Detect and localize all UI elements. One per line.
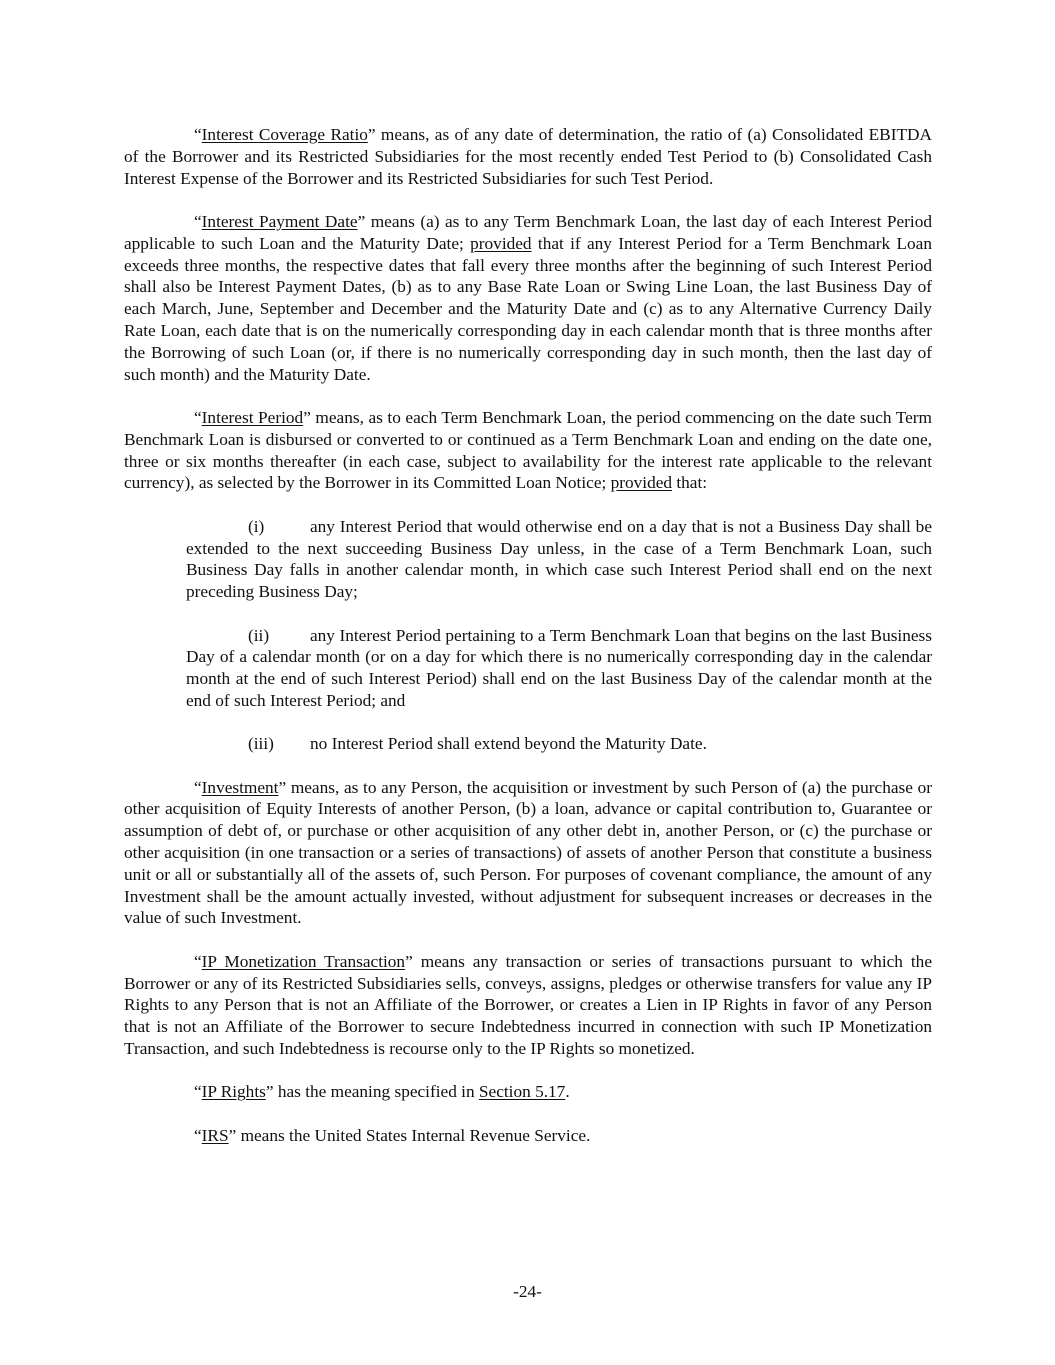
clause-iii: (iii) no Interest Period shall extend beyond the Maturity Date. [248, 734, 707, 754]
clause-number: (i) [248, 516, 265, 536]
clause-i: (i) any Interest Period that would otherwise end on a day that is not a Business Day shall be extended to the next succeeding Business Day unless, in the case of a Term Benchmark Loan, such Business Day falls in another calendar month, in which case such Interest Period shall end on the next preceding Business Day; [186, 516, 932, 602]
document-page [124, 124, 932, 1168]
clause-number: (ii) [248, 625, 270, 645]
section-reference: Section 5.17 [478, 1082, 566, 1102]
definition-interest-coverage-ratio: “Interest Coverage Ratio” means, as of any date of determination, the ratio of (a) Consolidated EBITDA of the Borrower and its Restricted Subsidiaries for the most recently ended Test Period to (b) Consolidated Cash Interest Expense of the Borrower and its Restricted Subsidiaries for such Test Period. [124, 125, 932, 188]
provided-keyword: provided [610, 473, 673, 493]
defined-term: IP Monetization Transaction [201, 951, 406, 971]
defined-term: IP Rights [201, 1082, 266, 1102]
definition-irs: “IRS” means the United States Internal Revenue Service. [194, 1125, 591, 1145]
definition-investment: “Investment” means, as to any Person, the acquisition or investment by such Person of (a) the purchase or other acquisition of Equity Interests of another Person, (b) a loan, advance or capital contribution to, Guarantee or assumption of debt of, or purchase or other acquisition of any other debt in, another Person, or (c) the purchase or other acquisition (in one transaction or a series of transactions) of assets of another Person that constitute a business unit or all or substantially all of the assets of, such Person. For purposes of covenant compliance, the amount of any Investment shall be the amount actually invested, without adjustment for subsequent increases or decreases in the value of such Investment. [124, 777, 932, 928]
definition-interest-payment-date: “Interest Payment Date” means (a) as to any Term Benchmark Loan, the last day of each Interest Period applicable to such Loan and the Maturity Date; provided that if any Interest Period for a Term Benchmark Loan exceeds three months, the respective dates that fall every three months after the beginning of such Interest Period shall also be Interest Payment Dates, (b) as to any Base Rate Loan or Swing Line Loan, the last Business Day of each March, June, September and December and the Maturity Date and (c) as to any Alternative Currency Daily Rate Loan, each date that is on the numerically corresponding day in each calendar month that is three months after the Borrowing of such Loan (or, if there is no numerically corresponding day in such month, then the last day of such month) and the Maturity Date. [124, 211, 932, 384]
definition-ip-monetization-transaction: “IP Monetization Transaction” means any transaction or series of transactions pursuant to which the Borrower or any of its Restricted Subsidiaries sells, conveys, assigns, pledges or otherwise transfers for value any IP Rights to any Person that is not an Affiliate of the Borrower, or creates a Lien in IP Rights in favor of any Person that is not an Affiliate of the Borrower to secure Indebtedness incurred in connection with such IP Monetization Transaction, and such Indebtedness is recourse only to the IP Rights so monetized. [124, 951, 932, 1059]
definition-interest-period: “Interest Period” means, as to each Term Benchmark Loan, the period commencing on the date such Term Benchmark Loan is disbursed or converted to or continued as a Term Benchmark Loan and ending on the date one, three or six months thereafter (in each case, subject to availability for the interest rate applicable to the relevant currency), as selected by the Borrower in its Committed Loan Notice; provided that: [124, 407, 933, 493]
page-number: -24- [513, 1282, 542, 1301]
defined-term: Interest Period [201, 407, 304, 427]
defined-term: Interest Coverage Ratio [201, 125, 368, 144]
clause-number: (iii) [248, 734, 274, 754]
clause-ii: (ii) any Interest Period pertaining to a Term Benchmark Loan that begins on the last Business Day of a calendar month (or on a day for which there is no numerically corresponding day in the calendar month at the end of such Interest Period) shall end on the last Business Day of the calendar month at the end of such Interest Period; and [186, 625, 932, 710]
definition-ip-rights: “IP Rights” has the meaning specified in Section 5.17. [194, 1082, 570, 1102]
defined-term: Investment [201, 777, 279, 797]
defined-term: IRS [201, 1125, 229, 1145]
provided-keyword: provided [470, 233, 532, 253]
defined-term: Interest Payment Date [201, 211, 358, 231]
